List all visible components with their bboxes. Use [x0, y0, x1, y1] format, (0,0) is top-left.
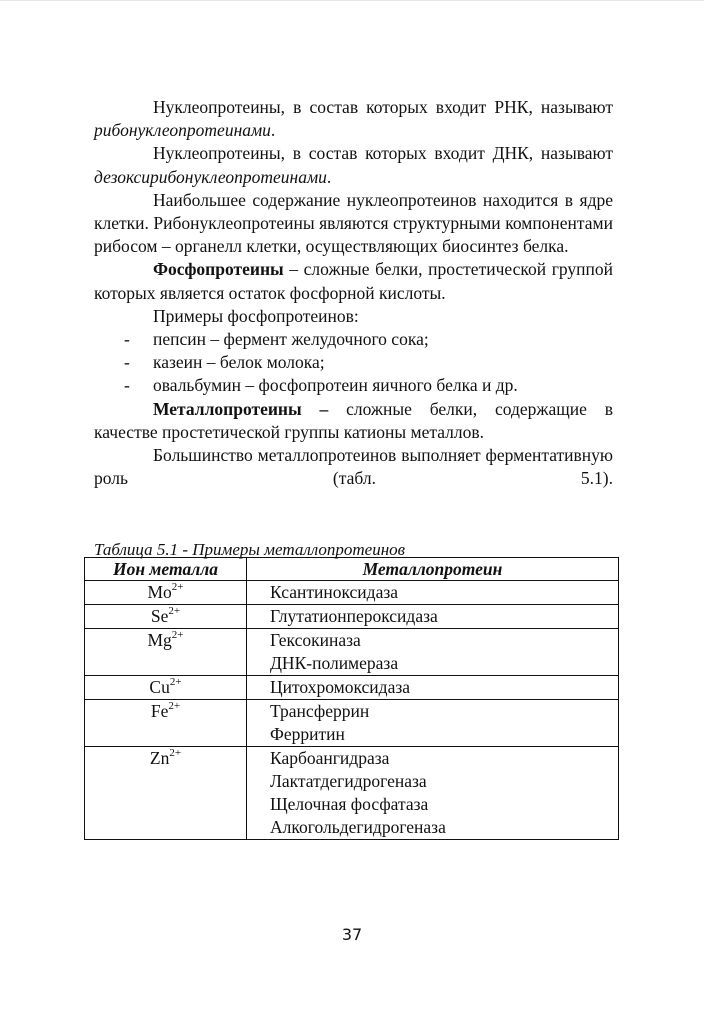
- paragraph-text: .: [270, 120, 276, 141]
- list-dash: -: [124, 352, 130, 373]
- list-item-text: казеин – белок молока;: [153, 352, 325, 373]
- paragraph-enzymatic-role: Большинство металлопротеинов выполняет ферментативную роль (табл. 5.1).: [94, 445, 613, 489]
- table-row: [85, 747, 619, 840]
- protein-name: Гексокиназа: [270, 630, 361, 650]
- table-row: [85, 676, 619, 700]
- ion-symbol: Se: [150, 606, 169, 626]
- ion-symbol: Zn: [149, 748, 170, 768]
- ion-cell: [85, 676, 247, 700]
- protein-cell: [247, 747, 619, 840]
- paragraph-text: Нуклеопротеины, в состав которых входит РНК, называют: [153, 97, 613, 117]
- paragraph-text: – сложные белки, простетической группой которых является остаток фосфорной кислоты.: [94, 259, 613, 303]
- paragraph-rna: [94, 96, 613, 142]
- term-metalloproteins: Металлопротеины –: [153, 398, 329, 419]
- protein-name: Щелочная фосфатаза: [270, 794, 429, 814]
- protein-name: ДНК-полимераза: [270, 653, 399, 673]
- metalloproteins-table: [84, 557, 619, 840]
- protein-cell: [247, 676, 619, 700]
- protein-name: Алкогольдегидрогеназа: [270, 817, 446, 837]
- protein-name: Глутатионпероксидаза: [270, 606, 438, 626]
- protein-name: Ферритин: [270, 724, 345, 744]
- paragraph-content: Наибольшее содержание нуклеопротеинов находится в ядре клетки. Рибонуклеопротеины являются структурными компонентами рибосом – органелл клетки, осуществляющих биосинтез белка.: [94, 189, 613, 257]
- protein-cell: [247, 700, 619, 747]
- paragraph-text: .: [326, 166, 332, 187]
- ion-charge: 2+: [171, 629, 184, 642]
- protein-name: Ксантиноксидаза: [270, 582, 399, 602]
- ion-charge: 2+: [171, 581, 184, 594]
- ion-cell: [85, 747, 247, 840]
- list-item: [94, 374, 613, 397]
- paragraph-metalloproteins: [94, 398, 613, 444]
- table-caption: Таблица 5.1 - Примеры металлопротеинов: [94, 540, 406, 559]
- ion-charge: 2+: [169, 676, 182, 689]
- paragraph-examples-intro: Примеры фосфопротеинов:: [153, 305, 359, 326]
- term-deoxyribonucleoproteins: дезоксирибонуклеопротеинами: [94, 166, 327, 187]
- table-header-row: [85, 558, 619, 581]
- ion-symbol: Cu: [149, 677, 170, 697]
- list-dash: -: [124, 375, 130, 396]
- examples-list: [94, 328, 613, 398]
- ion-cell: [85, 605, 247, 629]
- table-row: [85, 629, 619, 676]
- list-item: [94, 351, 613, 374]
- protein-cell: [247, 581, 619, 605]
- table-row: [85, 700, 619, 747]
- list-dash: -: [124, 329, 130, 350]
- ion-symbol: Mg: [147, 630, 172, 650]
- protein-name: Цитохромоксидаза: [270, 677, 411, 697]
- table-row: [85, 605, 619, 629]
- protein-name: Карбоангидраза: [270, 748, 390, 768]
- protein-cell: [247, 605, 619, 629]
- ion-charge: 2+: [168, 605, 181, 618]
- term-phosphoproteins: Фосфопротеины: [153, 259, 284, 280]
- paragraph-text: сложные белки, содержащие в качестве простетической группы катионы металлов.: [94, 398, 613, 442]
- paragraph-dna: [94, 142, 613, 188]
- list-item-text: овальбумин – фосфопротеин яичного белка и др.: [153, 375, 518, 396]
- ion-cell: [85, 629, 247, 676]
- page-number: 37: [341, 925, 363, 944]
- page-top-border: [0, 0, 704, 1]
- ion-symbol: Fe: [150, 701, 169, 721]
- ion-symbol: Mo: [147, 582, 172, 602]
- protein-cell: [247, 629, 619, 676]
- term-ribonucleoproteins: рибонуклеопротеинами: [94, 120, 271, 141]
- paragraph-phosphoproteins: [94, 258, 613, 304]
- header-metalloprotein: Металлопротеин: [247, 558, 619, 581]
- body-text: [94, 96, 613, 490]
- table-row: [85, 581, 619, 605]
- header-metal-ion: Ион металла: [85, 558, 247, 581]
- protein-name: Трансферрин: [270, 701, 370, 721]
- ion-charge: 2+: [168, 700, 181, 713]
- protein-name: Лактатдегидрогеназа: [270, 771, 427, 791]
- list-item: [94, 328, 613, 351]
- paragraph-text: Нуклеопротеины, в состав которых входит ДНК, называют: [153, 143, 613, 164]
- ion-cell: [85, 700, 247, 747]
- ion-charge: 2+: [169, 747, 182, 760]
- list-item-text: пепсин – фермент желудочного сока;: [153, 329, 429, 350]
- ion-cell: [85, 581, 247, 605]
